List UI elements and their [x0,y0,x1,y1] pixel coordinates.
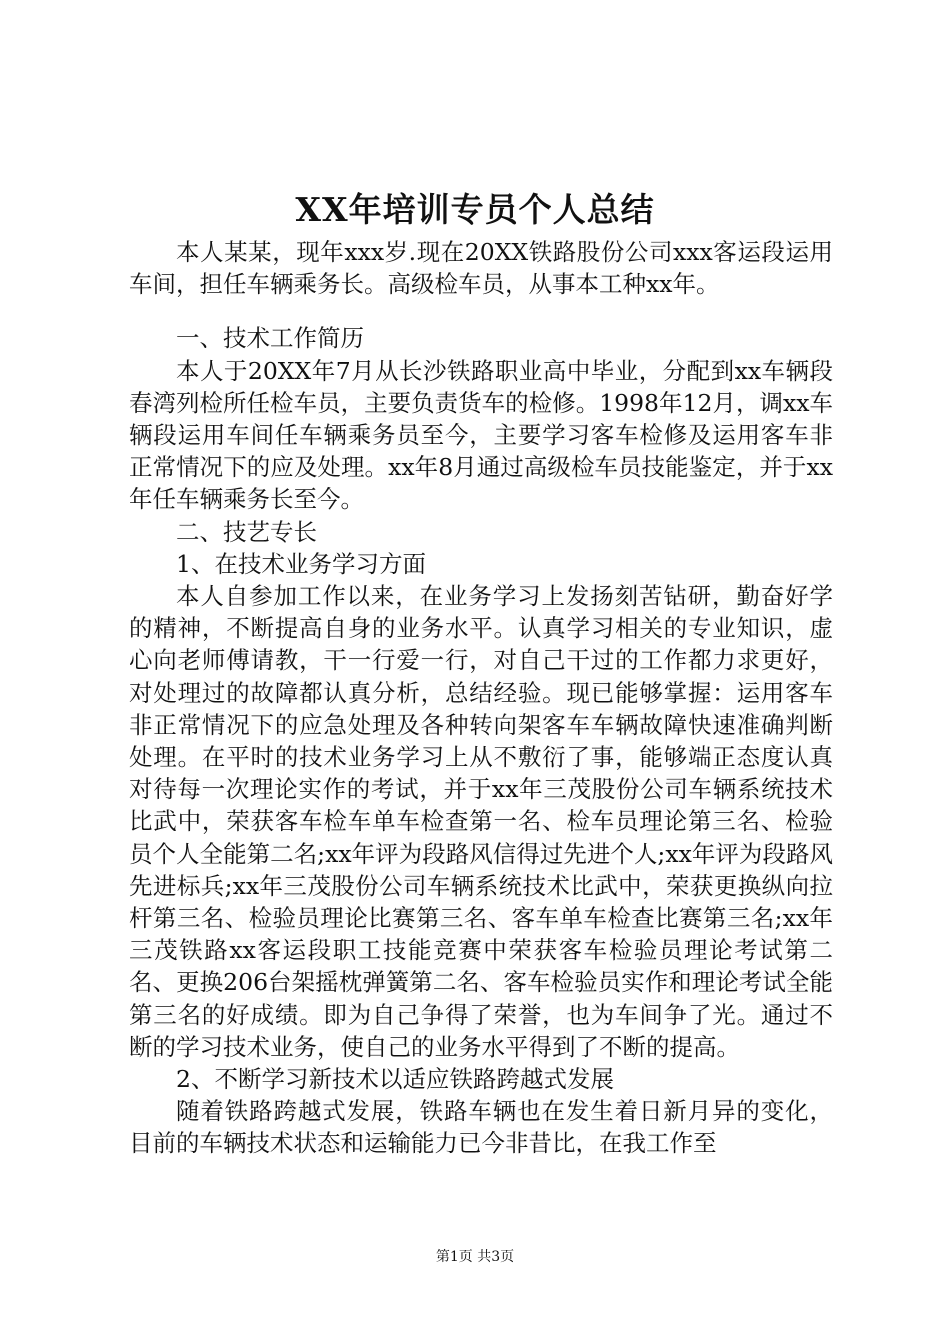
subsection-heading: 1、在技术业务学习方面 [176,549,426,578]
page-number-footer: 第1页 共3页 [435,1249,515,1265]
subsection-heading: 2、不断学习新技术以适应铁路跨越式发展 [176,1065,614,1094]
document-body [129,236,833,1160]
page-title: XX年培训专员个人总结 [295,190,655,229]
section-heading: 一、技术工作简历 [176,324,364,353]
body-paragraph: 本人于20XX年7月从长沙铁路职业高中毕业，分配到xx车辆段春湾列检所任检车员，主要负责货车的检修。1998年12月，调xx车辆段运用车间任车辆乘务员至今，主要学习客车检修及运用客车非正常情况下的应及处理。xx年8月通过高级检车员技能鉴定，并于xx年任车辆乘务长至今。 [129,356,833,514]
intro-paragraph: 本人某某，现年xxx岁.现在20XX铁路股份公司xxx客运段运用车间，担任车辆乘务长。高级检车员，从事本工种xx年。 [129,238,833,299]
body-paragraph: 随着铁路跨越式发展，铁路车辆也在发生着日新月异的变化，目前的车辆技术状态和运输能力已今非昔比，在我工作至 [129,1097,833,1158]
body-paragraph: 本人自参加工作以来，在业务学习上发扬刻苦钻研，勤奋好学的精神，不断提高自身的业务水平。认真学习相关的专业知识，虚心向老师傅请教，干一行爱一行，对自己干过的工作都力求更好，对处理过的故障都认真分析，总结经验。现已能够掌握：运用客车非正常情况下的应急处理及各种转向架客车车辆故障快速准确判断处理。在平时的技术业务学习上从不敷衍了事，能够端正态度认真对待每一次理论实作的考试，并于xx年三茂股份公司车辆系统技术比武中，荣获客车检车单车检查第一名、检车员理论第三名、检验员个人全能第二名;xx年评为段路风信得过先进个人;xx年评为段路风先进标兵;xx年三茂股份公司车辆系统技术比武中，荣获更换纵向拉杆第三名、检验员理论比赛第三名、客车单车检查比赛第三名;xx年三茂铁路xx客运段职工技能竞赛中荣获客车检验员理论考试第二名、更换206台架摇枕弹簧第二名、客车检验员实作和理论考试全能第三名的好成绩。即为自己争得了荣誉，也为车间争了光。通过不断的学习技术业务，使自己的业务水平得到了不断的提高。 [129,582,833,1061]
section-heading: 二、技艺专长 [176,517,317,546]
